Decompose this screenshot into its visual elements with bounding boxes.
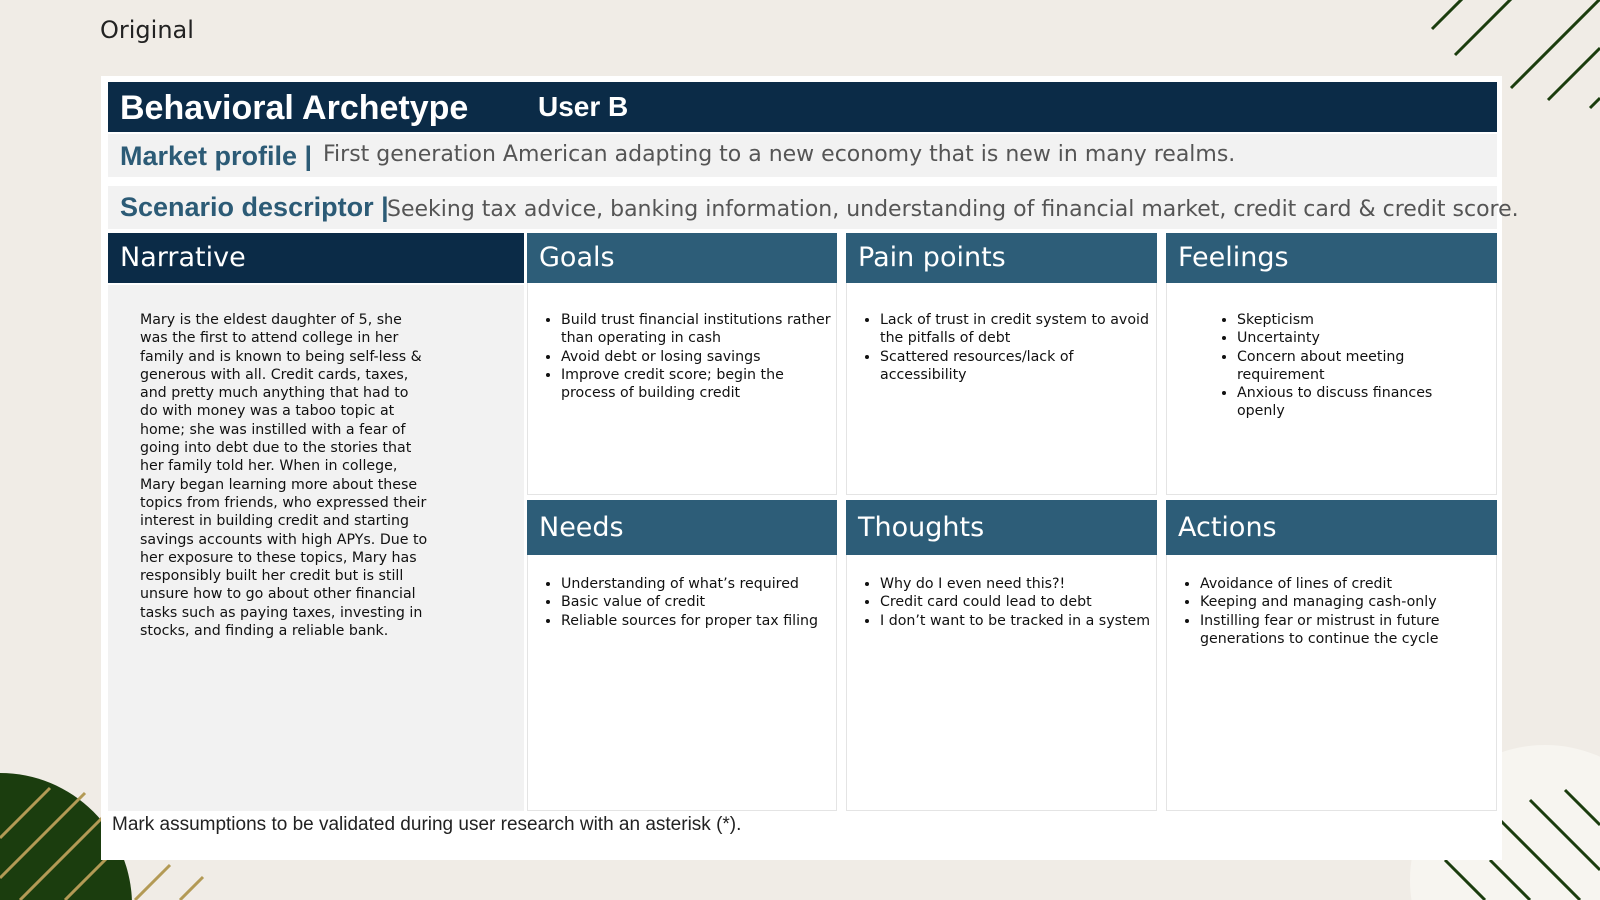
pain-points-panel: [846, 283, 1157, 495]
needs-heading-text: Needs: [539, 512, 624, 543]
list-item: • Understanding of what’s required: [561, 575, 836, 593]
list-item: • Keeping and managing cash-only: [1200, 593, 1460, 611]
goals-heading: [527, 233, 837, 283]
list-item: • Lack of trust in credit system to avoid the pitfalls of debt: [880, 311, 1156, 348]
list-item: • Anxious to discuss finances openly: [1237, 384, 1477, 421]
thoughts-list: [847, 575, 1156, 630]
actions-heading-text: Actions: [1178, 512, 1277, 543]
list-item: • Why do I even need this?!: [880, 575, 1156, 593]
actions-list: [1167, 575, 1460, 648]
list-item: • Scattered resources/lack of accessibility: [880, 348, 1156, 385]
thoughts-heading-text: Thoughts: [858, 512, 985, 543]
needs-panel: [527, 555, 837, 811]
goals-panel: [527, 283, 837, 495]
scenario-descriptor-text: Seeking tax advice, banking information, understanding of financial market, credit card & credit score.: [387, 197, 1519, 222]
needs-list: [528, 575, 836, 630]
footer-note: Mark assumptions to be validated during user research with an asterisk (*).: [112, 814, 742, 835]
list-item: • Uncertainty: [1237, 329, 1477, 347]
list-item: • Credit card could lead to debt: [880, 593, 1156, 611]
thoughts-panel: [846, 555, 1157, 811]
archetype-header: [108, 82, 1497, 132]
feelings-list: [1204, 311, 1477, 421]
actions-panel: [1166, 555, 1497, 811]
narrative-text: Mary is the eldest daughter of 5, she was the first to attend college in her family and is known to being self-less & generous with all. Credit cards, taxes, and pretty much anything that had to do with money was a taboo topic at home; she was instilled with a fear of going into debt due to the stories that her family told her. When in college, Mary began learning more about these topics from friends, who expressed their interest in building credit and starting savings accounts with high APYs. Due to her exposure to these topics, Mary has responsibly built her credit but is still unsure how to go about other financial tasks such as paying taxes, investing in stocks, and finding a reliable bank.: [140, 312, 428, 640]
list-item: • Basic value of credit: [561, 593, 836, 611]
list-item: • Build trust financial institutions rather than operating in cash: [561, 311, 836, 348]
narrative-heading: [108, 233, 524, 283]
pain-points-list: [847, 311, 1156, 384]
list-item: • Improve credit score; begin the process of building credit: [561, 366, 836, 403]
list-item: • I don’t want to be tracked in a system: [880, 612, 1156, 630]
scenario-descriptor-row: [108, 186, 1519, 229]
pain-points-heading: [846, 233, 1157, 283]
feelings-panel: [1166, 283, 1497, 495]
market-profile-row: [108, 134, 1497, 177]
list-item: • Concern about meeting requirement: [1237, 348, 1477, 385]
list-item: • Reliable sources for proper tax filing: [561, 612, 836, 630]
pain-points-heading-text: Pain points: [858, 242, 1006, 273]
list-item: • Avoid debt or losing savings: [561, 348, 836, 366]
market-profile-text: First generation American adapting to a new economy that is new in many realms.: [323, 142, 1236, 167]
goals-heading-text: Goals: [539, 242, 615, 273]
feelings-heading: [1166, 233, 1497, 283]
archetype-title: Behavioral Archetype: [120, 89, 469, 127]
user-label: User B: [538, 91, 629, 122]
archetype-card: [101, 76, 1519, 860]
market-profile-label: Market profile |: [120, 141, 313, 171]
narrative-heading-text: Narrative: [120, 242, 246, 273]
list-item: • Avoidance of lines of credit: [1200, 575, 1460, 593]
slide-label: Original: [100, 16, 194, 44]
thoughts-heading: [846, 500, 1157, 555]
needs-heading: [527, 500, 837, 555]
narrative-panel: [108, 285, 524, 811]
scenario-descriptor-label: Scenario descriptor |: [120, 192, 389, 222]
feelings-heading-text: Feelings: [1178, 242, 1289, 273]
goals-list: [528, 311, 836, 402]
list-item: • Instilling fear or mistrust in future generations to continue the cycle: [1200, 612, 1460, 649]
list-item: • Skepticism: [1237, 311, 1477, 329]
actions-heading: [1166, 500, 1497, 555]
